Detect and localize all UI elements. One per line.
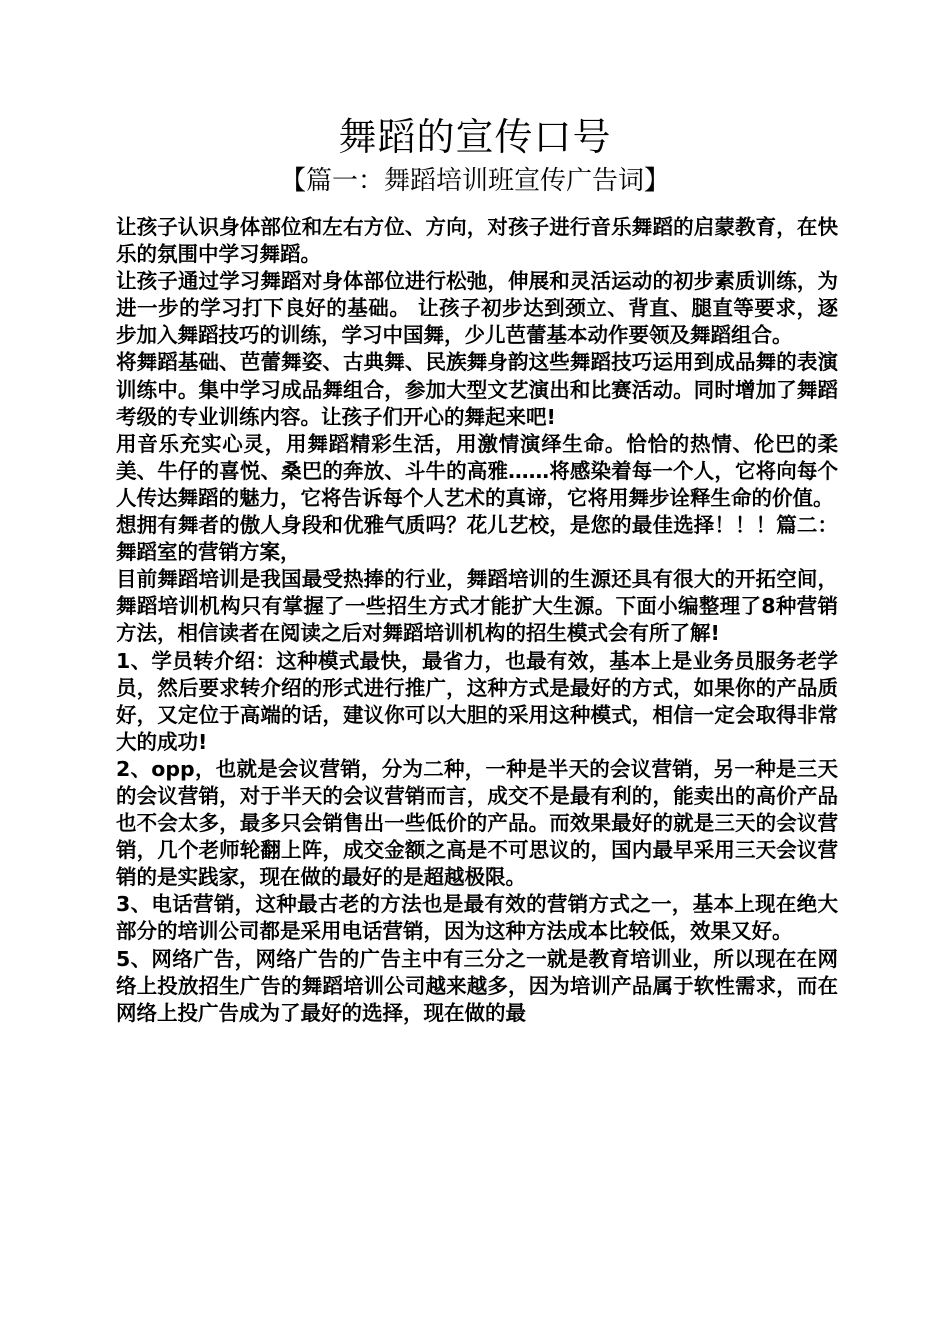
paragraph: 让孩子通过学习舞蹈对身体部位进行松弛，伸展和灵活运动的初步素质训练，为进一步的学习打下良好的基础。 让孩子初步达到颈立、背直、腿直等要求，逐步加入舞蹈技巧的训练，学习中国舞，少儿芭蕾基本动作要领及舞蹈组合。 <box>116 269 838 348</box>
paragraph: 想拥有舞者的傲人身段和优雅气质吗？花儿艺校，是您的最佳选择！！！篇二：舞蹈室的营销方案， <box>116 513 838 565</box>
paragraph: 将舞蹈基础、芭蕾舞姿、古典舞、民族舞身韵这些舞蹈技巧运用到成品舞的表演训练中。集中学习成品舞组合，参加大型文艺演出和比赛活动。同时增加了舞蹈考级的专业训练内容。让孩子们开心的舞起来吧! <box>116 350 838 429</box>
paragraph: 目前舞蹈培训是我国最受热捧的行业，舞蹈培训的生源还具有很大的开拓空间，舞蹈培训机构只有掌握了一些招生方式才能扩大生源。下面小编整理了8种营销方法，相信读者在阅读之后对舞蹈培训机构的招生模式会有所了解! <box>116 567 838 646</box>
paragraph: 5、网络广告，网络广告的广告主中有三分之一就是教育培训业，所以现在在网络上投放招生广告的舞蹈培训公司越来越多，因为培训产品属于软性需求，而在网络上投广告成为了最好的选择，现在做的最 <box>116 946 838 1025</box>
paragraph: 让孩子认识身体部位和左右方位、方向，对孩子进行音乐舞蹈的启蒙教育，在快乐的氛围中学习舞蹈。 <box>116 215 838 267</box>
paragraph: 2、opp，也就是会议营销，分为二种，一种是半天的会议营销，另一种是三天的会议营销，对于半天的会议营销而言，成交不是最有利的，能卖出的高价产品也不会太多，最多只会销售出一些低价的产品。而效果最好的就是三天的会议营销，几个老师轮翻上阵，成交金额之高是不可思议的，国内最早采用三天会议营销的是实践家，现在做的最好的是超越极限。 <box>116 756 838 890</box>
paragraph: 1、学员转介绍：这种模式最快，最省力，也最有效，基本上是业务员服务老学员，然后要求转介绍的形式进行推广，这种方式是最好的方式，如果你的产品质好，又定位于高端的话，建议你可以大胆的采用这种模式，相信一定会取得非常大的成功! <box>116 648 838 754</box>
document-body <box>116 214 838 1027</box>
document-subtitle: 【篇一：舞蹈培训班宣传广告词】 <box>279 166 670 196</box>
document-title: 舞蹈的宣传口号 <box>338 115 612 159</box>
paragraph: 3、电话营销，这种最古老的方法也是最有效的营销方式之一，基本上现在绝大部分的培训公司都是采用电话营销，因为这种方法成本比较低，效果又好。 <box>116 892 838 944</box>
paragraph: 用音乐充实心灵，用舞蹈精彩生活，用激情演绎生命。恰恰的热情、伦巴的柔美、牛仔的喜悦、桑巴的奔放、斗牛的高雅……将感染着每一个人，它将向每个人传达舞蹈的魅力，它将告诉每个人艺术的真谛，它将用舞步诠释生命的价值。 <box>116 431 838 510</box>
